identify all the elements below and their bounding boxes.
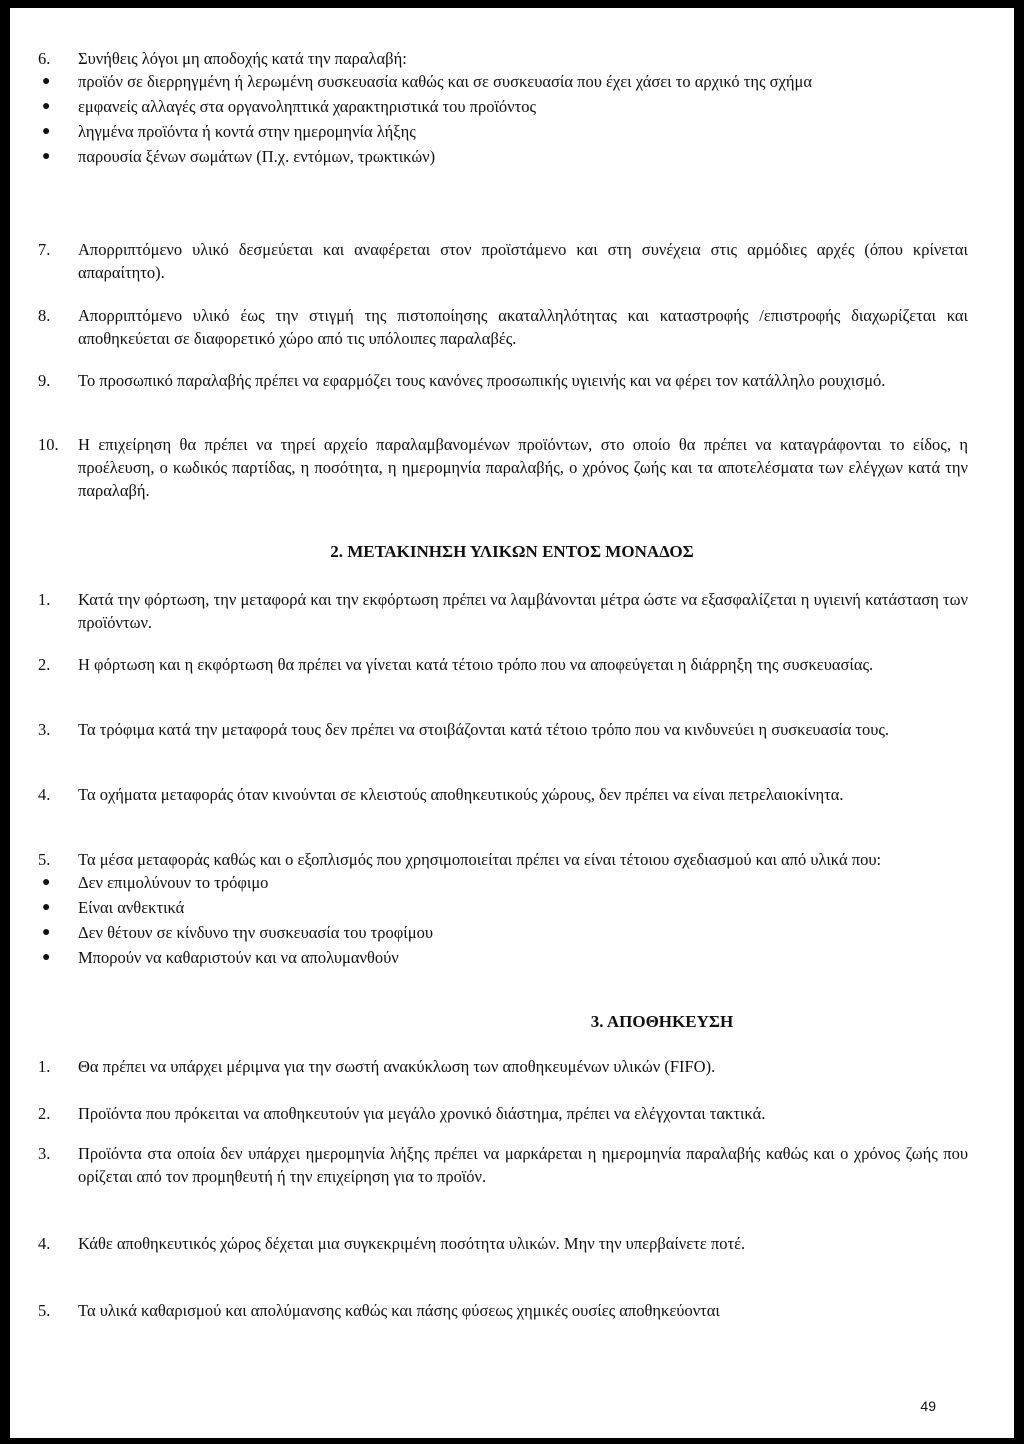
list-item bbox=[38, 238, 968, 284]
list-item bbox=[38, 1055, 968, 1078]
list-item bbox=[38, 848, 968, 969]
item-number: 5. bbox=[38, 850, 51, 869]
item-number: 2. bbox=[38, 655, 51, 674]
bullet-item: ● Είναι ανθεκτικά bbox=[42, 898, 185, 917]
item-text: Απορριπτόμενο υλικό έως την στιγμή της πιστοποίησης ακαταλληλότητας και καταστροφής /επιστροφής διαχωρίζεται και αποθηκεύεται σε διαφορετικό χώρο από τις υπόλοιπες παραλαβές. bbox=[78, 306, 968, 348]
item-text: Συνήθεις λόγοι μη αποδοχής κατά την παραλαβή: bbox=[78, 49, 407, 68]
item-number: 9. bbox=[38, 371, 51, 390]
list-item bbox=[38, 718, 968, 741]
item-text: Η επιχείρηση θα πρέπει να τηρεί αρχείο παραλαμβανομένων προϊόντων, στο οποίο θα πρέπει να καταγράφονται το είδος, η προέλευση, ο κωδικός παρτίδας, η ποσότητα, η ημερομηνία παραλαβής, ο χρόνος ζωής και τα αποτελέσματα των ελέγχων κατά την παραλαβή. bbox=[78, 435, 968, 500]
list-item bbox=[38, 433, 968, 502]
item-number: 3. bbox=[38, 720, 51, 739]
item-number: 1. bbox=[38, 1057, 51, 1076]
item-number: 7. bbox=[38, 240, 51, 259]
item-text: Τα οχήματα μεταφοράς όταν κινούνται σε κλειστούς αποθηκευτικούς χώρους, δεν πρέπει να είναι πετρελαιοκίνητα. bbox=[78, 785, 844, 804]
bullet-item: ● παρουσία ξένων σωμάτων (Π.χ. εντόμων, τρωκτικών) bbox=[42, 147, 436, 166]
item-text: Θα πρέπει να υπάρχει μέριμνα για την σωστή ανακύκλωση των αποθηκευμένων υλικών (FIFO). bbox=[78, 1057, 716, 1076]
item-text: Απορριπτόμενο υλικό δεσμεύεται και αναφέρεται στον προϊστάμενο και στη συνέχεια στις αρμόδιες αρχές (όπου κρίνεται απαραίτητο). bbox=[78, 240, 968, 282]
item-text: Το προσωπικό παραλαβής πρέπει να εφαρμόζει τους κανόνες προσωπικής υγιεινής και να φέρει τον κατάλληλο ρουχισμό. bbox=[78, 371, 886, 390]
bullet-item: ● Μπορούν να καθαριστούν και να απολυμανθούν bbox=[42, 948, 399, 967]
list-item bbox=[38, 588, 968, 634]
list-item bbox=[38, 1299, 968, 1322]
bullet-icon: ● bbox=[42, 74, 51, 89]
item-number: 8. bbox=[38, 306, 51, 325]
item-number: 4. bbox=[38, 785, 51, 804]
page-number: 49 bbox=[920, 1398, 936, 1414]
item-number: 4. bbox=[38, 1234, 51, 1253]
list-item bbox=[38, 369, 968, 392]
list-item bbox=[38, 304, 968, 350]
section-heading: 2. ΜΕΤΑΚΙΝΗΣΗ ΥΛΙΚΩΝ ΕΝΤΟΣ ΜΟΝΑΔΟΣ bbox=[330, 542, 694, 561]
bullet-icon: ● bbox=[42, 925, 51, 940]
bullet-list bbox=[38, 871, 968, 969]
bullet-item: ● Δεν θέτουν σε κίνδυνο την συσκευασία του τροφίμου bbox=[42, 923, 434, 942]
bullet-item: ● εμφανείς αλλαγές στα οργανοληπτικά χαρακτηριστικά του προϊόντος bbox=[42, 97, 537, 116]
bullet-item: ● προϊόν σε διερρηγμένη ή λερωμένη συσκευασία καθώς και σε συσκευασία που έχει χάσει το αρχικό της σχήμα bbox=[42, 72, 812, 91]
item-number: 3. bbox=[38, 1144, 51, 1163]
bullet-icon: ● bbox=[42, 149, 51, 164]
bullet-icon: ● bbox=[42, 124, 51, 139]
item-text: Η φόρτωση και η εκφόρτωση θα πρέπει να γίνεται κατά τέτοιο τρόπο που να αποφεύγεται η διάρρηξη της συσκευασίας. bbox=[78, 655, 874, 674]
list-item bbox=[38, 1102, 968, 1125]
list-item bbox=[38, 1232, 968, 1255]
item-text: Κάθε αποθηκευτικός χώρος δέχεται μια συγκεκριμένη ποσότητα υλικών. Μην την υπερβαίνετε ποτέ. bbox=[78, 1234, 746, 1253]
item-text: Τα μέσα μεταφοράς καθώς και ο εξοπλισμός που χρησιμοποιείται πρέπει να είναι τέτοιου σχεδιασμού και από υλικά που: bbox=[78, 850, 882, 869]
list-item bbox=[38, 783, 968, 806]
item-number: 10. bbox=[38, 435, 59, 454]
bullet-item: ● Δεν επιμολύνουν το τρόφιμο bbox=[42, 873, 269, 892]
item-number: 5. bbox=[38, 1301, 51, 1320]
bullet-item: ● ληγμένα προϊόντα ή κοντά στην ημερομηνία λήξης bbox=[42, 122, 416, 141]
item-text: Προϊόντα στα οποία δεν υπάρχει ημερομηνία λήξης πρέπει να μαρκάρεται η ημερομηνία παραλαβής καθώς και ο χρόνος ζωής που ορίζεται από τον προμηθευτή ή την επιχείρηση για το προϊόν. bbox=[78, 1144, 968, 1186]
bullet-icon: ● bbox=[42, 99, 51, 114]
section-heading: 3. ΑΠΟΘΗΚΕΥΣΗ bbox=[590, 1012, 734, 1031]
item-text: Τα τρόφιμα κατά την μεταφορά τους δεν πρέπει να στοιβάζονται κατά τέτοιο τρόπο που να κινδυνεύει η συσκευασία τους. bbox=[78, 720, 890, 739]
document-page bbox=[10, 8, 1014, 1438]
list-item bbox=[38, 653, 968, 676]
bullet-list bbox=[38, 70, 968, 168]
bullet-icon: ● bbox=[42, 875, 51, 890]
item-number: 2. bbox=[38, 1104, 51, 1123]
item-text: Προϊόντα που πρόκειται να αποθηκευτούν για μεγάλο χρονικό διάστημα, πρέπει να ελέγχονται τακτικά. bbox=[78, 1104, 766, 1123]
item-number: 1. bbox=[38, 590, 51, 609]
item-text: Κατά την φόρτωση, την μεταφορά και την εκφόρτωση πρέπει να λαμβάνονται μέτρα ώστε να εξασφαλίζεται η υγιεινή κατάσταση των προϊόντων. bbox=[78, 590, 968, 632]
bullet-icon: ● bbox=[42, 900, 51, 915]
bullet-icon: ● bbox=[42, 950, 51, 965]
item-text: Τα υλικά καθαρισμού και απολύμανσης καθώς και πάσης φύσεως χημικές ουσίες αποθηκεύονται bbox=[78, 1301, 720, 1320]
list-item bbox=[38, 47, 968, 168]
list-item bbox=[38, 1142, 968, 1188]
item-number: 6. bbox=[38, 49, 51, 68]
